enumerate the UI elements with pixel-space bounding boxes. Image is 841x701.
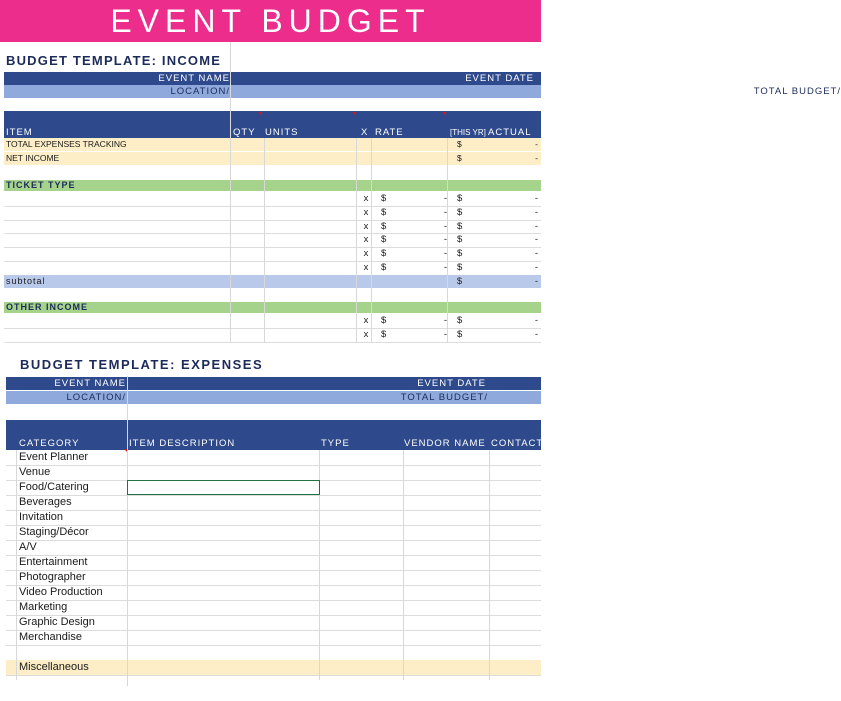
selected-cell[interactable]: [127, 480, 320, 495]
category-row[interactable]: [6, 615, 541, 630]
income-row-rate-value: -: [443, 248, 447, 260]
expenses-section-title: BUDGET TEMPLATE: EXPENSES: [20, 357, 264, 372]
income-header-item: ITEM: [6, 127, 33, 138]
grid-line: [447, 138, 448, 342]
category-row[interactable]: [6, 510, 541, 525]
income-header-units: UNITS: [265, 127, 299, 138]
income-row[interactable]: [4, 261, 541, 275]
income-row-rate-currency: $: [381, 329, 387, 340]
subtotal-row[interactable]: [4, 275, 541, 288]
income-section-title: BUDGET TEMPLATE: INCOME: [6, 53, 222, 68]
comment-marker-icon: [442, 112, 446, 116]
category-row[interactable]: [6, 450, 541, 465]
category-label: Merchandise: [19, 631, 82, 643]
income-row[interactable]: [4, 328, 541, 342]
comment-marker-icon: [352, 112, 356, 116]
category-label: Miscellaneous: [19, 661, 89, 673]
income-row[interactable]: [4, 206, 541, 220]
income-row[interactable]: [4, 314, 541, 328]
income-row-x: x: [363, 220, 369, 232]
category-label: Video Production: [19, 586, 103, 598]
grid-line: [356, 138, 357, 342]
category-label: Staging/Décor: [19, 526, 89, 538]
income-row-actual-value: -: [534, 329, 538, 340]
income-event-name-row: [4, 72, 541, 85]
category-row[interactable]: [6, 495, 541, 510]
income-row-actual-currency: $: [457, 234, 463, 246]
category-row[interactable]: [6, 585, 541, 600]
income-row-rate-currency: $: [381, 234, 387, 246]
category-label: Venue: [19, 466, 51, 478]
income-total-budget-label: TOTAL BUDGET/: [753, 86, 841, 97]
summary-label: TOTAL EXPENSES TRACKING: [6, 139, 127, 149]
income-row[interactable]: [4, 233, 541, 247]
income-row-rate-value: -: [443, 193, 447, 204]
summary-label: NET INCOME: [6, 153, 60, 163]
income-row-rate-currency: $: [381, 206, 387, 218]
grid-line: [6, 675, 541, 676]
income-header-actual: ACTUAL: [488, 127, 532, 138]
income-row-actual-currency: $: [457, 206, 463, 218]
income-row[interactable]: [4, 247, 541, 261]
income-row-actual-currency: $: [457, 220, 463, 232]
expenses-location-row: [6, 391, 541, 404]
category-row[interactable]: [6, 465, 541, 480]
category-label: A/V: [19, 541, 37, 553]
category-row[interactable]: [6, 645, 541, 660]
income-row-rate-currency: $: [381, 220, 387, 232]
income-row-rate-value: -: [443, 206, 447, 218]
expenses-header-type: TYPE: [321, 438, 350, 449]
income-row[interactable]: [4, 220, 541, 234]
category-row[interactable]: [6, 570, 541, 585]
income-row-x: x: [363, 206, 369, 218]
grid-line: [403, 450, 404, 680]
income-row-actual-value: -: [534, 193, 538, 204]
ticket-type-section: [4, 180, 541, 191]
income-row-rate-currency: $: [381, 262, 387, 273]
income-row-actual-value: -: [534, 220, 538, 232]
income-row-x: x: [363, 193, 369, 204]
income-row-x: x: [363, 234, 369, 246]
income-row-actual-value: -: [534, 206, 538, 218]
income-row-actual-value: -: [534, 262, 538, 273]
income-row-rate-currency: $: [381, 193, 387, 204]
category-label: Invitation: [19, 511, 64, 523]
other-income-label: OTHER INCOME: [6, 302, 89, 312]
grid-line: [16, 450, 17, 680]
category-row[interactable]: [6, 555, 541, 570]
category-row[interactable]: [6, 660, 541, 675]
grid-line: [230, 42, 231, 342]
grid-line: [489, 450, 490, 680]
expenses-header-contact: CONTACT: [491, 438, 544, 449]
summary-value: -: [535, 153, 538, 163]
income-row-rate-value: -: [443, 262, 447, 273]
income-event-date-label: EVENT DATE: [465, 73, 534, 84]
income-row-rate-currency: $: [381, 315, 387, 326]
banner-title: EVENT BUDGET: [0, 0, 541, 42]
subtotal-value: -: [535, 276, 538, 286]
other-income-section: [4, 302, 541, 313]
summary-row-net-income[interactable]: [4, 152, 541, 165]
income-row-rate-value: -: [443, 329, 447, 340]
grid-line: [371, 138, 372, 342]
expenses-event-name-row: [6, 377, 541, 390]
income-row-x: x: [363, 329, 369, 340]
subtotal-label: subtotal: [6, 276, 46, 286]
expenses-header-item-description: ITEM DESCRIPTION: [129, 438, 236, 449]
summary-currency: $: [457, 153, 462, 163]
income-row-actual-value: -: [534, 248, 538, 260]
category-label: [19, 645, 127, 660]
summary-row-total-expenses[interactable]: [4, 138, 541, 151]
income-row-rate-value: -: [443, 234, 447, 246]
income-row-actual-currency: $: [457, 329, 463, 340]
subtotal-currency: $: [457, 276, 463, 286]
income-row-actual-currency: $: [457, 315, 463, 326]
income-row-x: x: [363, 262, 369, 273]
income-header-row: [4, 111, 541, 138]
category-label: Graphic Design: [19, 616, 95, 628]
expenses-header-vendor-name: VENDOR NAME: [404, 438, 486, 449]
income-row-actual-value: -: [534, 315, 538, 326]
category-label: Entertainment: [19, 556, 88, 568]
income-location-label: LOCATION/: [170, 86, 230, 97]
category-label: Food/Catering: [19, 481, 89, 493]
category-row[interactable]: [6, 525, 541, 540]
income-row-actual-value: -: [534, 234, 538, 246]
income-location-row: [4, 85, 841, 98]
category-label: Beverages: [19, 496, 72, 508]
category-label: Photographer: [19, 571, 86, 583]
income-header-this-yr: [THIS YR]: [450, 128, 486, 137]
category-label: Marketing: [19, 601, 68, 613]
income-row-actual-currency: $: [457, 193, 463, 204]
summary-value: -: [535, 139, 538, 149]
grid-line: [4, 342, 541, 343]
income-header-qty: QTY: [233, 127, 256, 138]
grid-line: [127, 376, 128, 686]
income-row-x: x: [363, 248, 369, 260]
income-row-rate-value: -: [443, 315, 447, 326]
expenses-total-budget-label: TOTAL BUDGET/: [400, 392, 488, 403]
expenses-event-name-label: EVENT NAME: [54, 378, 126, 389]
category-label: Event Planner: [19, 451, 89, 463]
summary-currency: $: [457, 139, 462, 149]
income-row-rate-value: -: [443, 220, 447, 232]
expenses-location-label: LOCATION/: [66, 392, 126, 403]
income-row-rate-currency: $: [381, 248, 387, 260]
income-row-x: x: [363, 315, 369, 326]
expenses-event-date-label: EVENT DATE: [417, 378, 486, 389]
grid-line: [264, 138, 265, 342]
income-header-x: X: [361, 127, 369, 138]
income-row[interactable]: [4, 192, 541, 206]
ticket-type-label: TICKET TYPE: [6, 180, 76, 190]
income-header-rate: RATE: [375, 127, 404, 138]
expenses-header-category: CATEGORY: [19, 438, 80, 449]
category-row[interactable]: [6, 630, 541, 645]
income-row-actual-currency: $: [457, 262, 463, 273]
category-row[interactable]: [6, 540, 541, 555]
income-row-actual-currency: $: [457, 248, 463, 260]
income-event-name-label: EVENT NAME: [158, 73, 230, 84]
category-row[interactable]: [6, 600, 541, 615]
comment-marker-icon: [258, 112, 262, 116]
expenses-header-row: [6, 420, 544, 450]
